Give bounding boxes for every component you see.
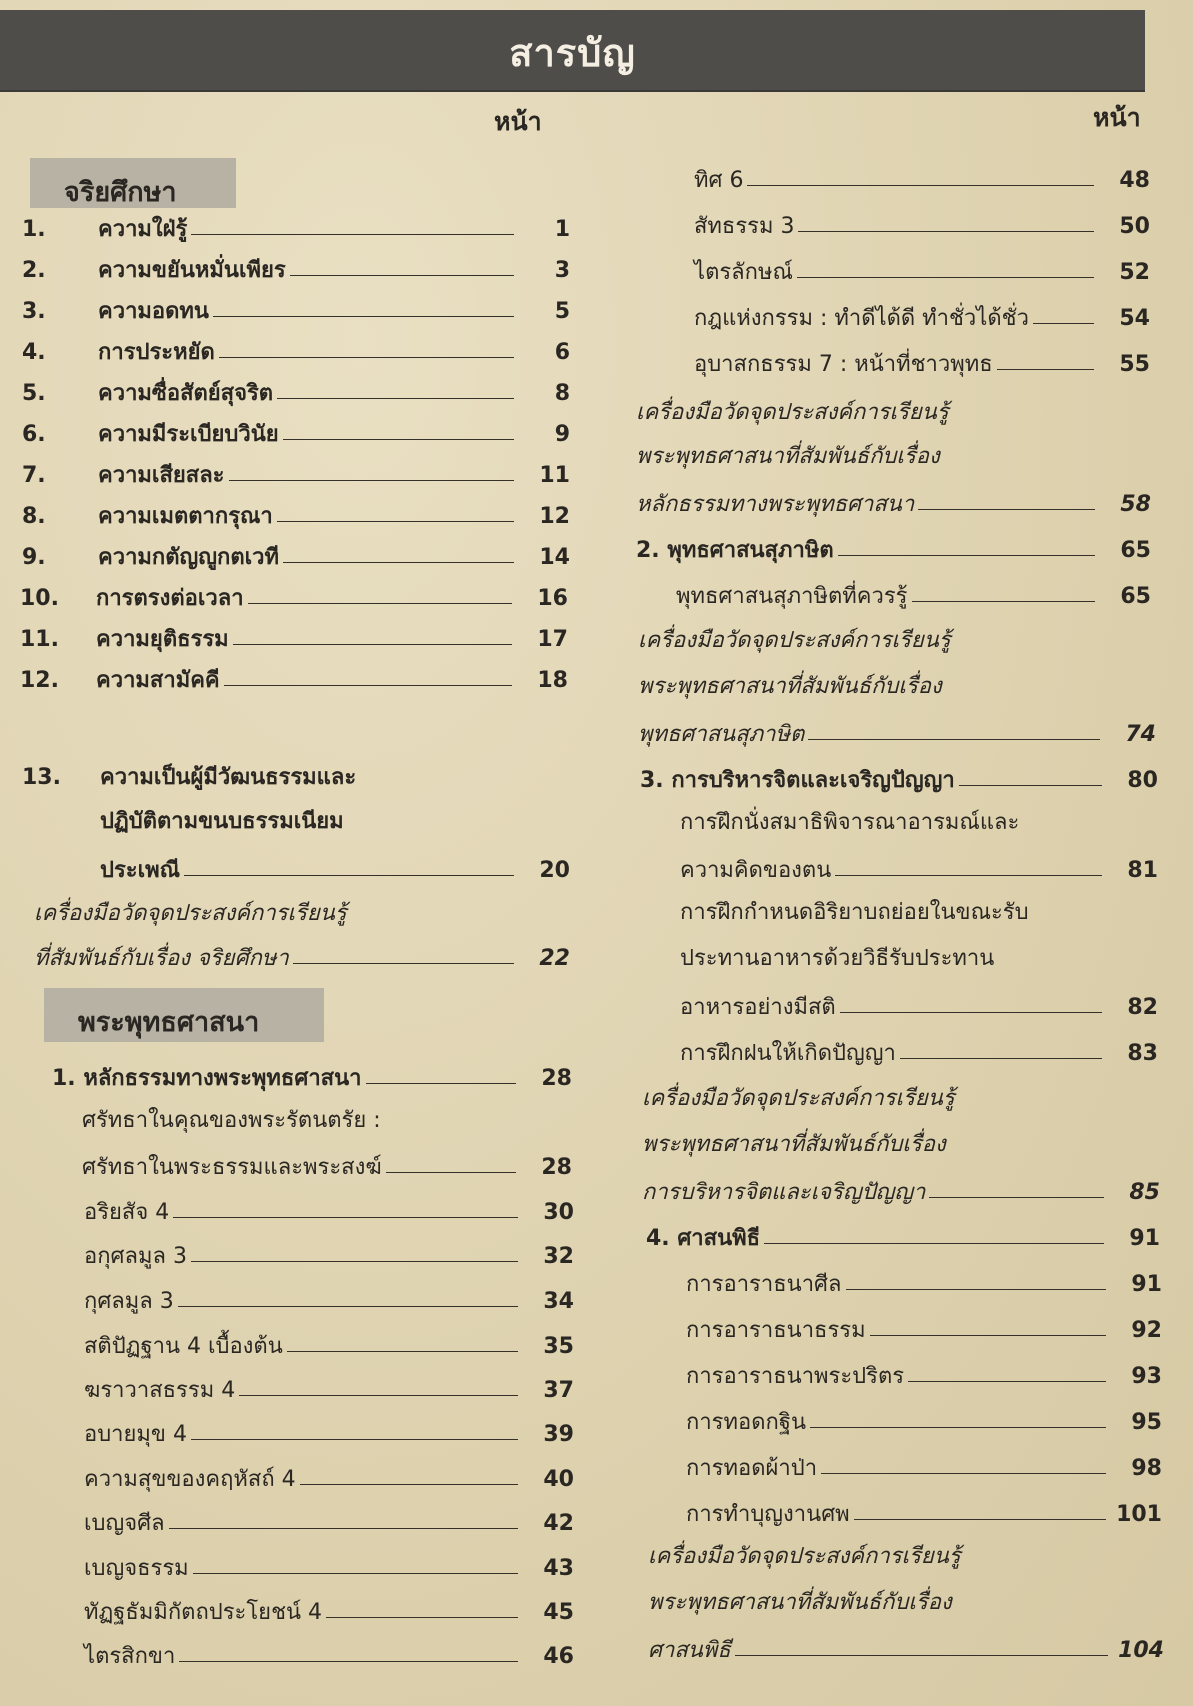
toc-entry-line: การฝึกกำหนดอิริยาบถย่อยในขณะรับ <box>680 900 1029 925</box>
toc-entry-sec4[interactable] <box>646 1214 1160 1254</box>
toc-entry-label: ศรัทธาในพระธรรมและพระสงฆ์ <box>82 1155 382 1180</box>
toc-entry-line: ความเป็นผู้มีวัฒนธรรมและ <box>100 765 357 790</box>
toc-entry[interactable] <box>686 1352 1162 1392</box>
toc-entry-label: การบริหารจิตและเจริญปัญญา <box>642 1180 926 1205</box>
toc-page-number: 32 <box>543 1244 574 1269</box>
toc-number: 5. <box>22 381 46 406</box>
toc-entry-line: ศรัทธาในคุณของพระรัตนตรัย : <box>82 1108 381 1133</box>
toc-entry-label: 2. พุทธศาสนสุภาษิต <box>636 538 834 563</box>
toc-entry[interactable] <box>84 1277 574 1317</box>
leader-line <box>293 963 514 964</box>
toc-page-number: 45 <box>543 1600 574 1625</box>
toc-entry-label: การประหยัด <box>98 340 215 365</box>
toc-number: 3. <box>22 299 46 324</box>
toc-entry-label: ความคิดของตน <box>680 858 832 883</box>
toc-entry-label: อริยสัจ 4 <box>84 1200 170 1225</box>
toc-page-number: 18 <box>537 668 568 693</box>
toc-page-number: 58 <box>1120 492 1151 517</box>
toc-entry-label: หลักธรรมทางพระพุทธศาสนา <box>636 492 915 517</box>
leader-line <box>184 875 514 876</box>
leader-line <box>229 480 515 481</box>
toc-page-number: 50 <box>1119 214 1150 239</box>
toc-entry-label: อาหารอย่างมีสติ <box>680 995 836 1020</box>
leader-line <box>997 369 1094 370</box>
toc-page-number: 46 <box>543 1644 574 1669</box>
toc-entry-label: ไตรลักษณ์ <box>694 260 793 285</box>
toc-entry-line: เครื่องมือวัดจุดประสงค์การเรียนรู้ <box>636 400 949 425</box>
toc-entry-label: ประเพณี <box>100 858 181 883</box>
toc-entry-label: ความสุขของคฤหัสถ์ 4 <box>84 1467 296 1492</box>
toc-entry-label: ความใฝ่รู้ <box>98 217 188 242</box>
leader-line <box>838 555 1095 556</box>
section-header-ethics: จริยศึกษา <box>30 158 236 208</box>
toc-entry-sec3-item2[interactable] <box>680 983 1158 1023</box>
leader-line <box>224 685 512 686</box>
toc-entry-assess1[interactable] <box>636 480 1151 520</box>
toc-entry-label: ทิศ 6 <box>694 168 744 193</box>
toc-page-number: 9 <box>554 422 570 447</box>
leader-line <box>178 1306 518 1307</box>
toc-page-number: 65 <box>1120 584 1151 609</box>
toc-entry[interactable] <box>686 1490 1162 1530</box>
leader-line <box>912 601 1096 602</box>
toc-page-number: 20 <box>539 858 570 883</box>
toc-entry[interactable] <box>22 246 570 286</box>
toc-entry[interactable] <box>694 248 1150 288</box>
toc-entry[interactable] <box>20 656 568 696</box>
toc-number: 2. <box>22 258 46 283</box>
leader-line <box>277 521 514 522</box>
leader-line <box>287 1351 518 1352</box>
toc-page-number: 93 <box>1131 1364 1162 1389</box>
toc-number: 7. <box>22 463 46 488</box>
toc-page-number: 37 <box>543 1378 574 1403</box>
toc-entry-label: ฆราวาสธรรม 4 <box>84 1378 236 1403</box>
toc-page-number: 28 <box>541 1066 572 1091</box>
toc-entry-line: พระพุทธศาสนาที่สัมพันธ์กับเรื่อง <box>638 674 942 699</box>
toc-page-number: 101 <box>1116 1502 1162 1527</box>
toc-page-number: 40 <box>543 1467 574 1492</box>
leader-line <box>798 231 1094 232</box>
toc-page-number: 104 <box>1118 1638 1164 1663</box>
toc-entry-label: พุทธศาสนสุภาษิต <box>638 722 805 747</box>
toc-page-number: 35 <box>543 1334 574 1359</box>
toc-entry-label: ความเสียสละ <box>98 463 225 488</box>
toc-entry[interactable] <box>20 574 568 614</box>
toc-page-number: 17 <box>537 627 568 652</box>
leader-line <box>840 1012 1102 1013</box>
leader-line <box>908 1381 1106 1382</box>
toc-page-number: 83 <box>1127 1041 1158 1066</box>
leader-line <box>735 1655 1108 1656</box>
toc-entry[interactable] <box>22 492 570 532</box>
leader-line <box>290 275 514 276</box>
leader-line <box>835 875 1102 876</box>
toc-entry-label: ความกตัญญูกตเวที <box>98 545 280 570</box>
leader-line <box>854 1519 1106 1520</box>
toc-entry-label: การทำบุญงานศพ <box>686 1502 850 1527</box>
leader-line <box>300 1484 518 1485</box>
toc-page-number: 43 <box>543 1556 574 1581</box>
toc-page-number: 52 <box>1119 260 1150 285</box>
toc-entry-label: 1. หลักธรรมทางพระพุทธศาสนา <box>52 1066 362 1091</box>
toc-entry[interactable] <box>84 1455 574 1495</box>
page-title: สารบัญ <box>509 31 636 75</box>
page-column-header-right: หน้า <box>1093 103 1141 132</box>
toc-entry-label: เบญจธรรม <box>84 1556 189 1581</box>
toc-entry-line: เครื่องมือวัดจุดประสงค์การเรียนรู้ <box>642 1086 955 1111</box>
leader-line <box>366 1083 517 1084</box>
toc-entry-label: การทอดผ้าป่า <box>686 1456 818 1481</box>
leader-line <box>386 1172 516 1173</box>
toc-entry-label: การฝึกฝนให้เกิดปัญญา <box>680 1041 896 1066</box>
toc-entry-label: ความซื่อสัตย์สุจริต <box>98 381 274 406</box>
toc-entry-label: กฎแห่งกรรม : ทำดีได้ดี ทำชั่วได้ชั่ว <box>694 306 1029 331</box>
toc-entry-label: การตรงต่อเวลา <box>96 586 244 611</box>
toc-entry[interactable] <box>84 1366 574 1406</box>
toc-entry-label: ที่สัมพันธ์กับเรื่อง จริยศึกษา <box>34 946 289 971</box>
section-header-buddhism: พระพุทธศาสนา <box>44 988 324 1042</box>
toc-entry[interactable] <box>22 287 570 327</box>
leader-line <box>918 509 1095 510</box>
toc-entry-label: ความสามัคคี <box>96 668 220 693</box>
toc-number: 12. <box>20 668 59 693</box>
toc-entry-label: เบญจศีล <box>84 1511 165 1536</box>
toc-entry-line: ประทานอาหารด้วยวิธีรับประทาน <box>680 946 995 971</box>
toc-entry-label: การอาราธนาศีล <box>686 1272 842 1297</box>
toc-entry[interactable] <box>84 1410 574 1450</box>
toc-entry[interactable] <box>84 1322 574 1362</box>
toc-entry-label: ความขยันหมั่นเพียร <box>98 258 286 283</box>
toc-number: 1. <box>22 217 46 242</box>
toc-page-number: 11 <box>539 463 570 488</box>
toc-number: 4. <box>22 340 46 365</box>
toc-page-number: 28 <box>541 1155 572 1180</box>
toc-entry-label: สติปัฏฐาน 4 เบื้องต้น <box>84 1334 283 1359</box>
toc-entry-assess2[interactable] <box>638 710 1156 750</box>
toc-entry-label: การทอดกฐิน <box>686 1410 806 1435</box>
toc-entry[interactable] <box>694 202 1150 242</box>
toc-number: 11. <box>20 627 59 652</box>
leader-line <box>326 1617 518 1618</box>
leader-line <box>797 277 1094 278</box>
toc-entry[interactable] <box>84 1232 574 1272</box>
leader-line <box>900 1058 1102 1059</box>
toc-entry[interactable] <box>686 1260 1162 1300</box>
toc-page-number: 14 <box>539 545 570 570</box>
toc-page-number: 95 <box>1131 1410 1162 1435</box>
toc-entry-label: ไตรสิกขา <box>84 1644 176 1669</box>
leader-line <box>929 1197 1104 1198</box>
toc-page-number: 85 <box>1129 1180 1160 1205</box>
toc-entry-sec3[interactable] <box>640 756 1158 796</box>
toc-page-number: 39 <box>543 1422 574 1447</box>
leader-line <box>870 1335 1106 1336</box>
toc-entry-label: ความอดทน <box>98 299 209 324</box>
leader-line <box>764 1243 1104 1244</box>
toc-entry[interactable] <box>686 1398 1162 1438</box>
toc-entry[interactable] <box>22 410 570 450</box>
toc-page-number: 3 <box>554 258 570 283</box>
leader-line <box>277 398 514 399</box>
toc-entry[interactable] <box>84 1188 574 1228</box>
toc-entry-ethics-assessment[interactable] <box>34 934 570 974</box>
toc-entry-label: ความเมตตากรุณา <box>98 504 273 529</box>
leader-line <box>1033 323 1094 324</box>
toc-entry-label: อุบาสกธรรม 7 : หน้าที่ชาวพุทธ <box>694 352 993 377</box>
toc-entry[interactable] <box>22 369 570 409</box>
leader-line <box>179 1661 518 1662</box>
toc-entry-label: กุศลมูล 3 <box>84 1289 174 1314</box>
toc-entry-label: การอาราธนาพระปริตร <box>686 1364 905 1389</box>
toc-page-number: 74 <box>1125 722 1156 747</box>
toc-page-number: 91 <box>1129 1226 1160 1251</box>
toc-entry-sec2-item[interactable] <box>676 572 1151 612</box>
toc-page-number: 92 <box>1131 1318 1162 1343</box>
leader-line <box>191 1261 518 1262</box>
toc-entry[interactable] <box>22 328 570 368</box>
toc-entry[interactable] <box>686 1306 1162 1346</box>
toc-entry[interactable] <box>22 205 570 245</box>
toc-page-number: 54 <box>1119 306 1150 331</box>
toc-page-number: 8 <box>554 381 570 406</box>
toc-entry-line: ปฏิบัติตามขนบธรรมเนียม <box>100 809 344 834</box>
toc-page-number: 30 <box>543 1200 574 1225</box>
leader-line <box>283 562 514 563</box>
toc-entry-buddhism-main[interactable] <box>52 1054 572 1094</box>
toc-entry-label: สัทธรรม 3 <box>694 214 795 239</box>
toc-page-number: 42 <box>543 1511 574 1536</box>
toc-page-number: 6 <box>554 340 570 365</box>
leader-line <box>219 357 514 358</box>
toc-entry[interactable] <box>686 1444 1162 1484</box>
toc-number: 13. <box>22 765 61 790</box>
toc-page-number: 16 <box>537 586 568 611</box>
toc-entry[interactable] <box>20 615 568 655</box>
leader-line <box>233 644 512 645</box>
toc-entry[interactable] <box>694 156 1150 196</box>
toc-entry-line: พระพุทธศาสนาที่สัมพันธ์กับเรื่อง <box>648 1590 952 1615</box>
toc-page-number: 80 <box>1127 768 1158 793</box>
toc-entry-assess3[interactable] <box>642 1168 1160 1208</box>
leader-line <box>821 1473 1106 1474</box>
toc-page-number: 22 <box>539 946 570 971</box>
toc-page-number: 5 <box>554 299 570 324</box>
toc-entry-label: พุทธศาสนสุภาษิตที่ควรรู้ <box>676 584 908 609</box>
toc-entry-line: เครื่องมือวัดจุดประสงค์การเรียนรู้ <box>34 901 347 926</box>
toc-entry-item13[interactable] <box>100 846 570 886</box>
leader-line <box>169 1528 518 1529</box>
toc-entry[interactable] <box>84 1499 574 1539</box>
toc-entry[interactable] <box>694 294 1150 334</box>
toc-page-number: 12 <box>539 504 570 529</box>
leader-line <box>191 1439 518 1440</box>
toc-entry-label: ทัฏฐธัมมิกัตถประโยชน์ 4 <box>84 1600 323 1625</box>
leader-line <box>808 739 1100 740</box>
toc-page-number: 48 <box>1119 168 1150 193</box>
title-bar <box>0 10 1145 92</box>
toc-entry-label: ความยุติธรรม <box>96 627 229 652</box>
leader-line <box>239 1395 518 1396</box>
toc-number: 8. <box>22 504 46 529</box>
toc-entry[interactable] <box>694 340 1150 380</box>
toc-entry[interactable] <box>22 533 570 573</box>
toc-entry-label: 3. การบริหารจิตและเจริญปัญญา <box>640 768 955 793</box>
toc-page-number: 91 <box>1131 1272 1162 1297</box>
toc-entry-line: พระพุทธศาสนาที่สัมพันธ์กับเรื่อง <box>642 1132 946 1157</box>
leader-line <box>173 1217 518 1218</box>
leader-line <box>959 785 1102 786</box>
toc-entry[interactable] <box>84 1588 574 1628</box>
toc-page-number: 34 <box>543 1289 574 1314</box>
toc-entry-label: ความมีระเบียบวินัย <box>98 422 279 447</box>
leader-line <box>810 1427 1106 1428</box>
page-column-header-left: หน้า <box>494 107 542 136</box>
toc-entry-label: ศาสนพิธี <box>648 1638 731 1663</box>
toc-entry[interactable] <box>84 1544 574 1584</box>
toc-entry-line: เครื่องมือวัดจุดประสงค์การเรียนรู้ <box>638 628 951 653</box>
leader-line <box>248 603 512 604</box>
toc-entry-label: อบายมุข 4 <box>84 1422 187 1447</box>
leader-line <box>846 1289 1107 1290</box>
leader-line <box>283 439 514 440</box>
leader-line <box>191 234 514 235</box>
toc-number: 9. <box>22 545 46 570</box>
toc-page-number: 81 <box>1127 858 1158 883</box>
toc-page-number: 65 <box>1120 538 1151 563</box>
toc-entry-label: การอาราธนาธรรม <box>686 1318 866 1343</box>
toc-entry[interactable] <box>84 1632 574 1672</box>
toc-entry-label: 4. ศาสนพิธี <box>646 1226 761 1251</box>
toc-entry-sec2[interactable] <box>636 526 1151 566</box>
toc-entry-triple-gem[interactable] <box>82 1143 572 1183</box>
toc-entry-assess4[interactable] <box>648 1626 1164 1666</box>
toc-page-number: 98 <box>1131 1456 1162 1481</box>
toc-page-number: 1 <box>554 217 570 242</box>
toc-entry-line: พระพุทธศาสนาที่สัมพันธ์กับเรื่อง <box>636 444 940 469</box>
leader-line <box>193 1573 518 1574</box>
toc-entry-line: การฝึกนั่งสมาธิพิจารณาอารมณ์และ <box>680 810 1020 835</box>
toc-entry-sec3-item3[interactable] <box>680 1029 1158 1069</box>
leader-line <box>747 185 1094 186</box>
toc-entry-sec3-item1[interactable] <box>680 846 1158 886</box>
toc-entry[interactable] <box>22 451 570 491</box>
toc-number: 10. <box>20 586 59 611</box>
toc-entry-line: เครื่องมือวัดจุดประสงค์การเรียนรู้ <box>648 1544 961 1569</box>
leader-line <box>213 316 514 317</box>
toc-number: 6. <box>22 422 46 447</box>
toc-page-number: 55 <box>1119 352 1150 377</box>
toc-entry-label: อกุศลมูล 3 <box>84 1244 187 1269</box>
toc-page-number: 82 <box>1127 995 1158 1020</box>
